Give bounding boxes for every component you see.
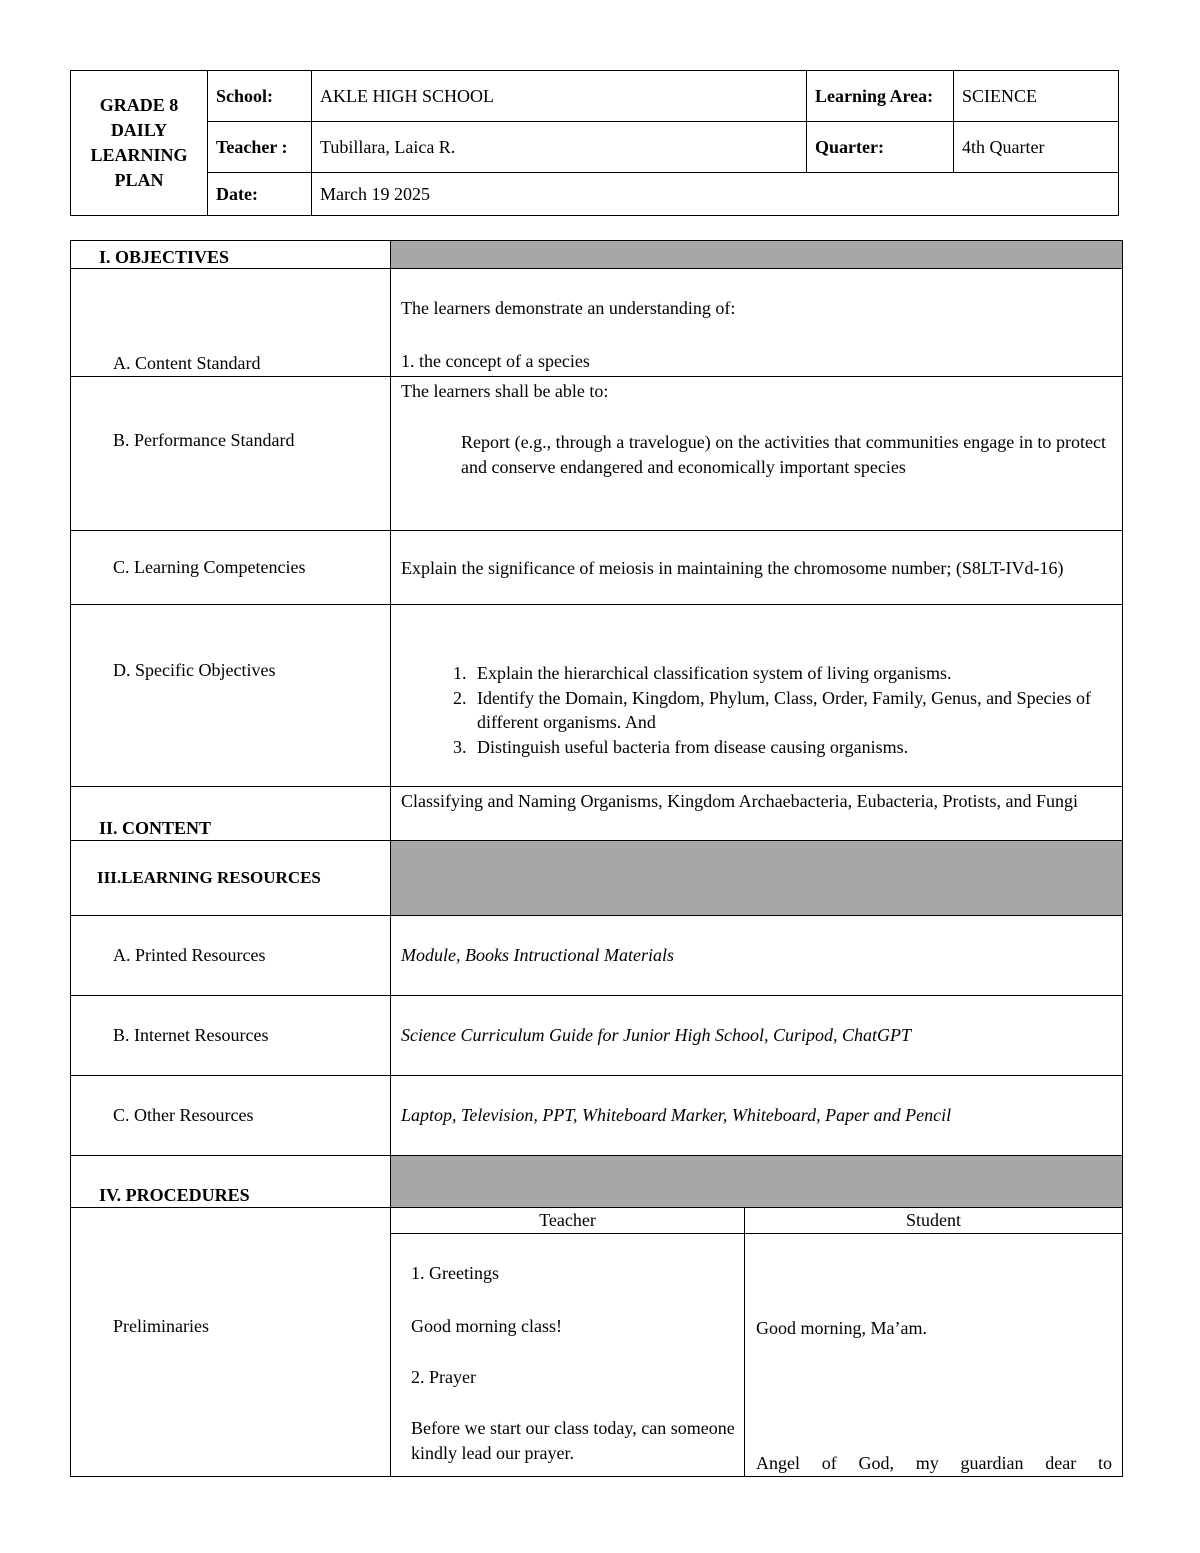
internet-resources-label: B. Internet Resources xyxy=(71,996,391,1076)
school-label: School: xyxy=(208,71,312,122)
other-resources-label: C. Other Resources xyxy=(71,1076,391,1156)
specific-objectives-list xyxy=(401,661,1112,759)
procedures-shade xyxy=(391,1156,1123,1208)
learning-competencies-label: C. Learning Competencies xyxy=(71,531,391,605)
prayer-item: 2. Prayer xyxy=(411,1367,476,1387)
date-label: Date: xyxy=(208,173,312,216)
prayer-request: Before we start our class today, can someone kindly lead our prayer. xyxy=(411,1418,735,1463)
teacher-value: Tubillara, Laica R. xyxy=(312,122,807,173)
quarter-label: Quarter: xyxy=(807,122,954,173)
greetings-item: 1. Greetings xyxy=(411,1263,499,1283)
resources-shade xyxy=(391,841,1123,916)
date-value: March 19 2025 xyxy=(312,173,1119,216)
header-table xyxy=(70,70,1119,216)
other-resources-value: Laptop, Television, PPT, Whiteboard Marker, Whiteboard, Paper and Pencil xyxy=(391,1076,1123,1156)
procedures-cell xyxy=(391,1208,1123,1477)
student-prayer: Angel of God, my guardian dear to xyxy=(755,1453,1112,1473)
teacher-student-table xyxy=(391,1208,1122,1476)
preliminaries-label: Preliminaries xyxy=(71,1208,391,1477)
list-item: 1. Explain the hierarchical classification system of living organisms. xyxy=(471,661,1112,686)
content-standard-cell xyxy=(391,269,1123,377)
lesson-plan-table xyxy=(70,240,1123,1477)
plan-title: GRADE 8 DAILY LEARNING PLAN xyxy=(71,71,208,216)
learning-area-label: Learning Area: xyxy=(807,71,954,122)
content-standard-intro: The learners demonstrate an understanding of: xyxy=(401,298,736,318)
teacher-column-header: Teacher xyxy=(391,1208,744,1234)
school-value: AKLE HIGH SCHOOL xyxy=(312,71,807,122)
performance-standard-intro: The learners shall be able to: xyxy=(401,381,609,401)
specific-objectives-label: D. Specific Objectives xyxy=(71,605,391,787)
content-standard-label: A. Content Standard xyxy=(71,269,391,377)
learning-competencies-text: Explain the significance of meiosis in maintaining the chromosome number; (S8LT-IVd-16) xyxy=(391,531,1123,605)
content-text: Classifying and Naming Organisms, Kingdom Archaebacteria, Eubacteria, Protists, and Fungi xyxy=(391,787,1123,841)
printed-resources-label: A. Printed Resources xyxy=(71,916,391,996)
student-column-header: Student xyxy=(744,1208,1122,1234)
teacher-column xyxy=(391,1234,744,1476)
student-reply: Good morning, Ma’am. xyxy=(755,1318,927,1338)
internet-resources-value: Science Curriculum Guide for Junior High School, Curipod, ChatGPT xyxy=(391,996,1123,1076)
performance-standard-label: B. Performance Standard xyxy=(71,377,391,531)
performance-standard-cell xyxy=(391,377,1123,531)
teacher-label: Teacher : xyxy=(208,122,312,173)
teacher-greeting: Good morning class! xyxy=(411,1316,562,1336)
performance-standard-text: Report (e.g., through a travelogue) on the activities that communities engage in to protect and conserve endangered and economically important species xyxy=(461,432,1106,477)
objectives-heading: I. OBJECTIVES xyxy=(71,241,391,269)
list-item: 3. Distinguish useful bacteria from disease causing organisms. xyxy=(471,735,1112,760)
quarter-value: 4th Quarter xyxy=(954,122,1119,173)
procedures-heading: IV. PROCEDURES xyxy=(71,1156,391,1208)
list-item: 2. Identify the Domain, Kingdom, Phylum, Class, Order, Family, Genus, and Species of different organisms. And xyxy=(471,686,1112,735)
content-standard-item: 1. the concept of a species xyxy=(401,351,590,371)
resources-heading: III.LEARNING RESOURCES xyxy=(71,841,391,916)
printed-resources-value: Module, Books Intructional Materials xyxy=(391,916,1123,996)
objectives-shade xyxy=(391,241,1123,269)
learning-area-value: SCIENCE xyxy=(954,71,1119,122)
content-heading: II. CONTENT xyxy=(71,787,391,841)
specific-objectives-cell xyxy=(391,605,1123,787)
student-column xyxy=(744,1234,1122,1476)
